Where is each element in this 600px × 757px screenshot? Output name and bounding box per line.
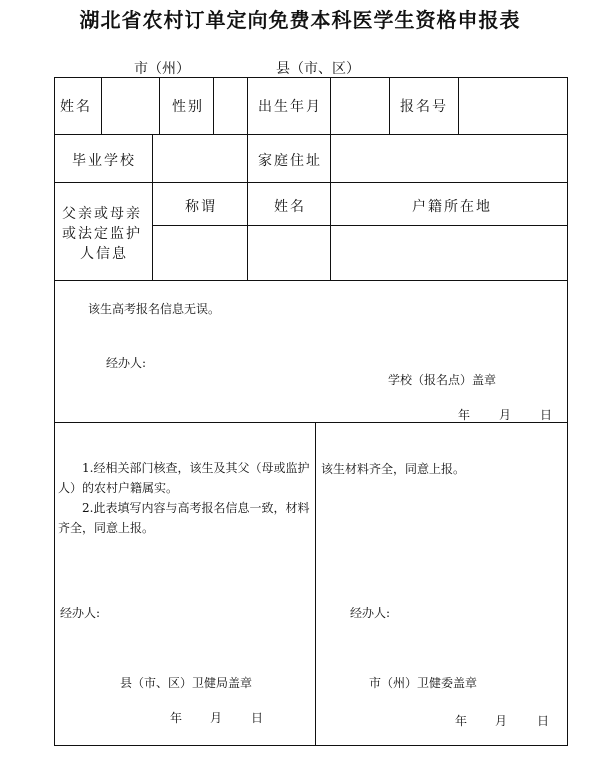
- row-divider: [54, 134, 568, 135]
- city-suffix: 市（州）: [134, 61, 190, 77]
- col-divider: [247, 134, 248, 280]
- school-handler-label: 经办人:: [106, 356, 147, 370]
- name-field[interactable]: [104, 80, 157, 132]
- school-month-label: 月: [499, 408, 512, 422]
- col-divider: [389, 77, 390, 134]
- table-left-border: [54, 77, 55, 746]
- city-year-label: 年: [455, 714, 468, 728]
- form-title: 湖北省农村订单定向免费本科医学生资格申报表: [79, 8, 521, 32]
- county-item-2: 2.此表填写内容与高考报名信息一致，材料齐全，同意上报。: [58, 501, 310, 535]
- city-day-label: 日: [537, 714, 550, 728]
- school-day-label: 日: [540, 408, 553, 422]
- school-seal-label: 学校（报名点）盖章: [388, 373, 497, 387]
- guardian-label-line3: 人信息: [80, 246, 128, 262]
- county-handler-label: 经办人:: [60, 606, 101, 620]
- county-suffix: 县（市、区）: [276, 61, 360, 77]
- city-handler-label: 经办人:: [350, 606, 391, 620]
- birth-field[interactable]: [333, 80, 387, 132]
- col-divider: [330, 182, 331, 280]
- guardian-name-field[interactable]: [250, 228, 328, 278]
- guardian-hukou-field[interactable]: [333, 228, 565, 278]
- county-month-label: 月: [210, 711, 223, 725]
- table-right-border: [567, 77, 568, 746]
- school-year-label: 年: [458, 408, 471, 422]
- city-month-label: 月: [495, 714, 508, 728]
- col-divider: [101, 77, 102, 134]
- regno-field[interactable]: [461, 80, 565, 132]
- table-bottom-border: [54, 745, 568, 746]
- col-divider: [152, 134, 153, 280]
- col-divider: [315, 422, 316, 746]
- city-seal-label: 市（州）卫健委盖章: [369, 676, 478, 690]
- gender-field[interactable]: [216, 80, 245, 132]
- col-divider: [159, 77, 160, 134]
- address-label: 家庭住址: [258, 153, 322, 169]
- county-blank[interactable]: [190, 63, 276, 78]
- guardian-name-header: 姓名: [274, 199, 306, 215]
- birth-label: 出生年月: [258, 99, 322, 115]
- col-divider: [330, 77, 331, 134]
- school-label: 毕业学校: [72, 153, 136, 169]
- col-divider: [213, 77, 214, 134]
- guardian-title-header: 称谓: [185, 199, 217, 215]
- guardian-hukou-header: 户籍所在地: [412, 199, 492, 215]
- city-statement: 该生材料齐全，同意上报。: [321, 462, 466, 476]
- col-divider: [247, 77, 248, 134]
- row-divider: [54, 280, 568, 281]
- county-item-1: 1.经相关部门核查，该生及其父（母或监护人）的农村户籍属实。: [58, 461, 310, 495]
- county-seal-label: 县（市、区）卫健局盖章: [120, 676, 253, 690]
- row-divider: [54, 422, 568, 423]
- guardian-title-field[interactable]: [155, 228, 245, 278]
- col-divider: [458, 77, 459, 134]
- location-line: [54, 58, 360, 78]
- name-label: 姓名: [60, 99, 92, 115]
- row-divider: [152, 225, 567, 226]
- table-top-border: [54, 77, 568, 78]
- school-field[interactable]: [155, 137, 245, 180]
- row-divider: [54, 182, 568, 183]
- county-year-label: 年: [170, 711, 183, 725]
- guardian-label-line1: 父亲或母亲: [62, 206, 142, 222]
- col-divider: [330, 134, 331, 182]
- county-day-label: 日: [251, 711, 264, 725]
- gender-label: 性别: [172, 99, 204, 115]
- address-field[interactable]: [333, 137, 565, 180]
- regno-label: 报名号: [400, 99, 448, 115]
- school-statement: 该生高考报名信息无误。: [88, 302, 221, 316]
- county-statement: [58, 458, 312, 538]
- city-blank[interactable]: [54, 63, 134, 78]
- guardian-label-line2: 或法定监护: [62, 226, 142, 242]
